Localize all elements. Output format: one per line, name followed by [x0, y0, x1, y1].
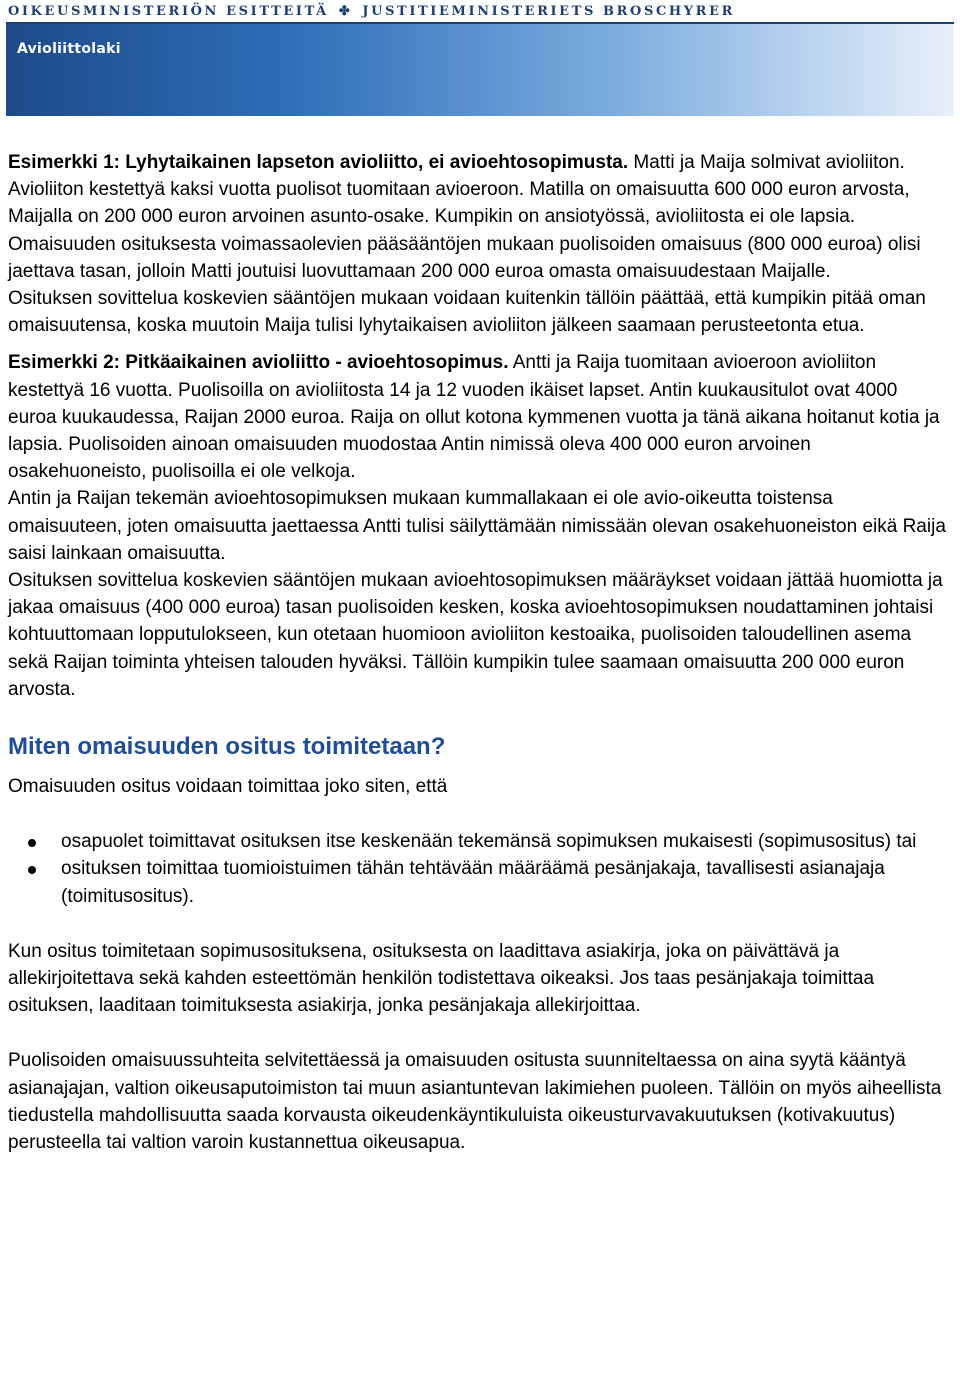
ministry-name-finnish: OIKEUSMINISTERIÖN ESITTEITÄ — [8, 3, 329, 19]
ministry-emblem-icon: ✤ — [338, 3, 353, 19]
section-heading: Miten omaisuuden ositus toimitetaan? — [8, 733, 446, 761]
publication-header — [6, 0, 954, 24]
example-1-text: Matti ja Maija solmivat avioliiton. Avioliiton kestettyä kaksi vuotta puolisot tuomitaan avioeroon. Matilla on omaisuutta 600 000 euron arvosta, Maijalla on 200 000 euron arvoinen asunto-osake. Kumpikin on ansiotyössä, avioliitosta ei ole lapsia. Omaisuuden osituksesta voimassaolevien pääsääntöjen mukaan puolisoiden omaisuus (800 000 euroa) olisi jaettava tasan, jolloin Matti joutuisi luovuttamaan 200 000 euroa omasta omaisuudestaan Maijalle. — [8, 152, 921, 282]
example-2-paragraph-3: Osituksen sovittelua koskevien sääntöjen mukaan avioehtosopimuksen määräykset voidaan jättää huomiotta ja jakaa omaisuus (400 000 euroa) tasan puolisoiden kesken, koska avioehtosopimuksen noudattaminen johtaisi kohtuuttomaan lopputulokseen, kun otetaan huomioon avioliiton kestoaika, puolisoiden taloudellinen asema sekä Raijan toiminta yhteisen talouden hyväksi. Tällöin kumpikin tulee saamaan omaisuutta 200 000 euron arvosta. — [8, 570, 943, 700]
publication-series — [6, 4, 735, 19]
example-2-title: Esimerkki 2: Pitkäaikainen avioliitto - avioehtosopimus. — [8, 352, 509, 374]
bullet-icon — [28, 866, 36, 874]
example-2-text: Antti ja Raija tuomitaan avioeroon avioliiton kestettyä 16 vuotta. Puolisoilla on avioliitosta 14 ja 12 vuoden ikäiset lapset. Antin kuukausitulot ovat 4000 euroa kuukaudessa, Raijan 2000 euroa. Raija on ollut kotona kymmenen vuotta ja tänä aikana hoitanut kotia ja lapsia. Puolisoiden ainoan omaisuuden muodostaa Antin nimissä oleva 400 000 euron arvoinen osakehuoneisto, puolisoilla ei ole velkoja. — [8, 352, 940, 483]
banner-title: Avioliittolaki — [17, 41, 121, 57]
ministry-name-swedish: JUSTITIEMINISTERIETS BROSCHYRER — [362, 3, 735, 19]
example-1-title: Esimerkki 1: Lyhytaikainen lapseton avioliitto, ei avioehtosopimusta. — [8, 152, 629, 173]
example-1-paragraph-2: Osituksen sovittelua koskevien sääntöjen mukaan voidaan kuitenkin tällöin päättää, että kumpikin pitää oman omaisuutensa, koska muutoin Maija tulisi lyhytaikaisen avioliiton jälkeen saamaan perusteetonta etua. — [8, 288, 926, 337]
example-1-paragraph — [8, 149, 948, 285]
example-2-paragraph-2: Antin ja Raijan tekemän avioehtosopimuksen mukaan kummallakaan ei ole avio-oikeutta toistensa omaisuuteen, joten omaisuutta jaettaessa Antti tulisi säilyttämään nimissään olevan osakehuoneiston eikä Raija saisi lainkaan omaisuutta. — [8, 488, 946, 564]
section-paragraph-1: Kun ositus toimitetaan sopimusosituksena, osituksesta on laadittava asiakirja, joka on päivättävä ja allekirjoitettava sekä kahden esteettömän henkilön todistettava oikeaksi. Jos taas pesänjakaja toimittaa osituksen, laaditaan toimituksesta asiakirja, jonka pesänjakaja allekirjoittaa. — [8, 940, 875, 1017]
list-item-text: osituksen toimittaa tuomioistuimen tähän tehtävään määräämä pesänjakaja, tavallisesti asianajaja (toimitusositus). — [61, 858, 885, 907]
document-body — [8, 149, 948, 1156]
list-item — [8, 855, 948, 909]
bullet-icon — [28, 839, 36, 847]
bullet-list — [8, 828, 948, 910]
list-item-text: osapuolet toimittavat osituksen itse keskenään tekemänsä sopimuksen mukaisesti (sopimusositus) tai — [61, 831, 917, 853]
title-banner — [6, 24, 954, 116]
section-paragraph-2: Puolisoiden omaisuussuhteita selvitettäessä ja omaisuuden ositusta suunniteltaessa on aina syytä kääntyä asianajajan, valtion oikeusaputoimiston tai muun asiantuntevan lakimiehen puoleen. Tällöin on myös aiheellista tiedustella mahdollisuutta saada korvausta oikeudenkäyntikuluista oikeusturvavakuutuksen (kotivakuutus) perusteella tai valtion varoin kustannettua oikeusapua. — [8, 1050, 942, 1154]
example-2-paragraph — [8, 349, 948, 485]
list-item — [8, 828, 948, 855]
section-intro: Omaisuuden ositus voidaan toimittaa joko siten, että — [8, 776, 448, 798]
